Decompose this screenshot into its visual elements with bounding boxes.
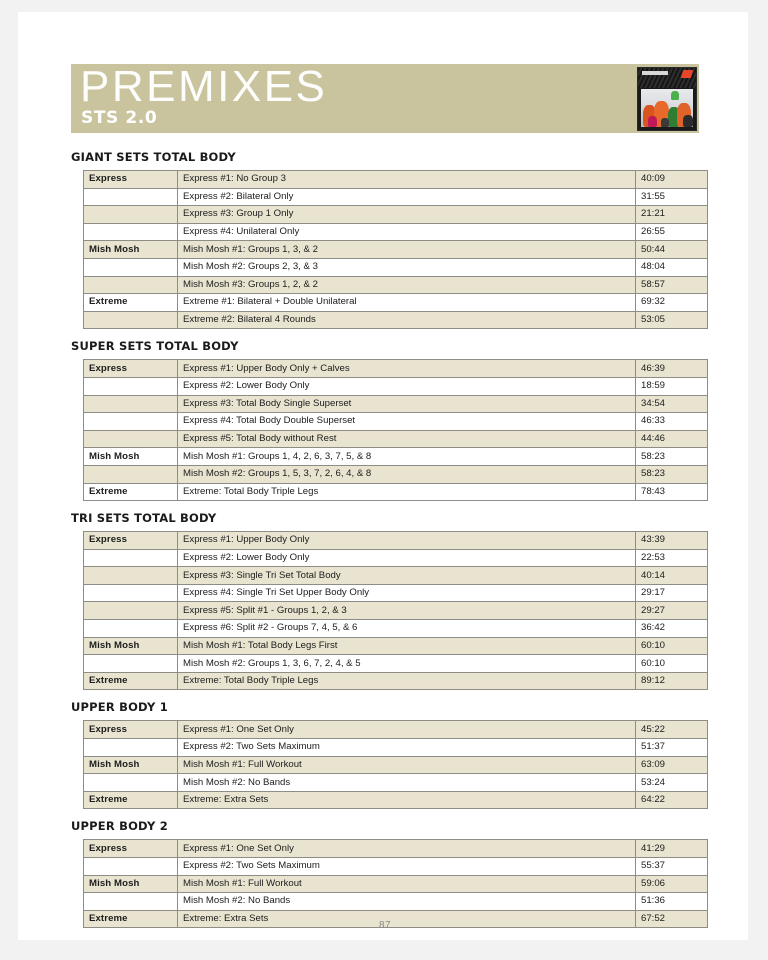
cell-level: Extreme <box>84 483 178 501</box>
cell-duration: 51:37 <box>636 739 708 757</box>
premix-table <box>83 720 708 809</box>
cell-level <box>84 311 178 329</box>
cell-premix-name: Express #1: One Set Only <box>178 840 636 858</box>
cell-duration: 63:09 <box>636 756 708 774</box>
cell-premix-name: Express #4: Single Tri Set Upper Body Only <box>178 584 636 602</box>
cell-duration: 45:22 <box>636 721 708 739</box>
section-heading: GIANT SETS TOTAL BODY <box>71 150 236 164</box>
cell-premix-name: Express #2: Lower Body Only <box>178 377 636 395</box>
document-page <box>18 12 748 940</box>
cell-duration: 64:22 <box>636 791 708 809</box>
cell-premix-name: Extreme: Extra Sets <box>178 791 636 809</box>
cell-premix-name: Express #6: Split #2 - Groups 7, 4, 5, & 6 <box>178 620 636 638</box>
premix-table <box>83 531 708 690</box>
cell-premix-name: Express #5: Split #1 - Groups 1, 2, & 3 <box>178 602 636 620</box>
cell-duration: 89:12 <box>636 672 708 690</box>
cell-premix-name: Mish Mosh #2: Groups 2, 3, & 3 <box>178 258 636 276</box>
table-row <box>84 188 708 206</box>
table-row <box>84 620 708 638</box>
cell-level <box>84 858 178 876</box>
cell-level <box>84 377 178 395</box>
premix-section <box>71 511 699 690</box>
cell-duration: 60:10 <box>636 637 708 655</box>
cell-premix-name: Mish Mosh #2: No Bands <box>178 893 636 911</box>
cell-premix-name: Express #1: Upper Body Only + Calves <box>178 360 636 378</box>
table-row <box>84 774 708 792</box>
premix-table <box>83 359 708 501</box>
page-number: 87 <box>378 920 392 931</box>
table-row <box>84 549 708 567</box>
cell-premix-name: Mish Mosh #1: Full Workout <box>178 756 636 774</box>
cell-duration: 40:14 <box>636 567 708 585</box>
cell-premix-name: Express #3: Total Body Single Superset <box>178 395 636 413</box>
cell-premix-name: Mish Mosh #2: Groups 1, 3, 6, 7, 2, 4, & 5 <box>178 655 636 673</box>
cell-premix-name: Express #5: Total Body without Rest <box>178 430 636 448</box>
premix-section <box>71 150 699 329</box>
cell-level: Extreme <box>84 672 178 690</box>
table-row <box>84 893 708 911</box>
cell-premix-name: Express #1: One Set Only <box>178 721 636 739</box>
cell-level: Extreme <box>84 294 178 312</box>
table-row <box>84 465 708 483</box>
cell-premix-name: Mish Mosh #1: Total Body Legs First <box>178 637 636 655</box>
cell-duration: 58:23 <box>636 465 708 483</box>
cell-duration: 78:43 <box>636 483 708 501</box>
table-row <box>84 483 708 501</box>
table-row <box>84 567 708 585</box>
cell-premix-name: Extreme #1: Bilateral + Double Unilateral <box>178 294 636 312</box>
cell-duration: 58:57 <box>636 276 708 294</box>
cell-level <box>84 465 178 483</box>
cell-duration: 58:23 <box>636 448 708 466</box>
table-row <box>84 311 708 329</box>
table-row <box>84 276 708 294</box>
dvd-cover-thumbnail <box>637 67 697 131</box>
page-title: PREMIXES <box>80 62 328 111</box>
cell-premix-name: Mish Mosh #3: Groups 1, 2, & 2 <box>178 276 636 294</box>
cell-level: Express <box>84 840 178 858</box>
premix-section <box>71 339 699 501</box>
cell-premix-name: Extreme #2: Bilateral 4 Rounds <box>178 311 636 329</box>
premix-section <box>71 700 699 809</box>
cell-level <box>84 567 178 585</box>
cell-duration: 59:06 <box>636 875 708 893</box>
cell-duration: 51:36 <box>636 893 708 911</box>
table-row <box>84 637 708 655</box>
table-row <box>84 413 708 431</box>
cell-level <box>84 188 178 206</box>
cell-level: Extreme <box>84 910 178 928</box>
thumbnail-brand-mark <box>642 71 668 75</box>
masthead-banner <box>71 64 699 133</box>
cell-level <box>84 276 178 294</box>
table-row <box>84 448 708 466</box>
section-heading: SUPER SETS TOTAL BODY <box>71 339 239 354</box>
cell-premix-name: Express #3: Single Tri Set Total Body <box>178 567 636 585</box>
cell-duration: 31:55 <box>636 188 708 206</box>
table-row <box>84 739 708 757</box>
premix-table <box>83 170 708 329</box>
section-heading: UPPER BODY 2 <box>71 819 168 834</box>
cell-premix-name: Mish Mosh #1: Groups 1, 4, 2, 6, 3, 7, 5, & 8 <box>178 448 636 466</box>
table-row <box>84 430 708 448</box>
table-row <box>84 672 708 690</box>
cell-level: Mish Mosh <box>84 637 178 655</box>
table-row <box>84 721 708 739</box>
cell-level <box>84 413 178 431</box>
table-row <box>84 171 708 189</box>
cell-level: Mish Mosh <box>84 241 178 259</box>
cell-duration: 48:04 <box>636 258 708 276</box>
table-row <box>84 584 708 602</box>
premix-table <box>83 839 708 928</box>
table-row <box>84 360 708 378</box>
cell-level <box>84 258 178 276</box>
cell-duration: 29:27 <box>636 602 708 620</box>
thumbnail-figure <box>661 118 669 127</box>
cell-duration: 34:54 <box>636 395 708 413</box>
cell-level: Express <box>84 360 178 378</box>
table-row <box>84 756 708 774</box>
cell-level: Mish Mosh <box>84 756 178 774</box>
cell-duration: 29:17 <box>636 584 708 602</box>
table-row <box>84 241 708 259</box>
cell-level <box>84 584 178 602</box>
thumbnail-figure <box>671 91 679 100</box>
cell-premix-name: Express #2: Two Sets Maximum <box>178 739 636 757</box>
table-row <box>84 258 708 276</box>
thumbnail-figure <box>683 115 693 127</box>
table-row <box>84 602 708 620</box>
cell-level: Extreme <box>84 791 178 809</box>
cell-duration: 41:29 <box>636 840 708 858</box>
cell-duration: 40:09 <box>636 171 708 189</box>
cell-duration: 69:32 <box>636 294 708 312</box>
cell-premix-name: Express #1: No Group 3 <box>178 171 636 189</box>
page-subtitle: STS 2.0 <box>81 108 158 128</box>
table-row <box>84 395 708 413</box>
cell-level <box>84 893 178 911</box>
cell-level <box>84 223 178 241</box>
cell-level <box>84 739 178 757</box>
cell-duration: 60:10 <box>636 655 708 673</box>
cell-premix-name: Mish Mosh #2: Groups 1, 5, 3, 7, 2, 6, 4, & 8 <box>178 465 636 483</box>
cell-level: Mish Mosh <box>84 875 178 893</box>
cell-duration: 55:37 <box>636 858 708 876</box>
cell-premix-name: Extreme: Extra Sets <box>178 910 636 928</box>
table-row <box>84 377 708 395</box>
cell-premix-name: Express #4: Total Body Double Superset <box>178 413 636 431</box>
table-row <box>84 223 708 241</box>
cell-duration: 18:59 <box>636 377 708 395</box>
premix-section <box>71 819 699 928</box>
cell-duration: 53:05 <box>636 311 708 329</box>
cell-duration: 53:24 <box>636 774 708 792</box>
cell-premix-name: Express #4: Unilateral Only <box>178 223 636 241</box>
cell-duration: 36:42 <box>636 620 708 638</box>
cell-premix-name: Express #1: Upper Body Only <box>178 532 636 550</box>
cell-level <box>84 655 178 673</box>
table-row <box>84 840 708 858</box>
section-heading: UPPER BODY 1 <box>71 700 168 715</box>
cell-level <box>84 395 178 413</box>
cell-duration: 46:39 <box>636 360 708 378</box>
cell-premix-name: Extreme: Total Body Triple Legs <box>178 483 636 501</box>
table-row <box>84 294 708 312</box>
cell-premix-name: Mish Mosh #2: No Bands <box>178 774 636 792</box>
cell-premix-name: Mish Mosh #1: Full Workout <box>178 875 636 893</box>
table-row <box>84 875 708 893</box>
cell-duration: 21:21 <box>636 206 708 224</box>
cell-premix-name: Mish Mosh #1: Groups 1, 3, & 2 <box>178 241 636 259</box>
cell-level <box>84 206 178 224</box>
table-row <box>84 655 708 673</box>
cell-premix-name: Express #2: Two Sets Maximum <box>178 858 636 876</box>
cell-duration: 67:52 <box>636 910 708 928</box>
cell-duration: 22:53 <box>636 549 708 567</box>
cell-level <box>84 602 178 620</box>
cell-premix-name: Express #2: Lower Body Only <box>178 549 636 567</box>
cell-level <box>84 774 178 792</box>
cell-level: Express <box>84 532 178 550</box>
cell-premix-name: Extreme: Total Body Triple Legs <box>178 672 636 690</box>
cell-level <box>84 430 178 448</box>
cell-level <box>84 620 178 638</box>
cell-duration: 46:33 <box>636 413 708 431</box>
cell-level <box>84 549 178 567</box>
cell-duration: 43:39 <box>636 532 708 550</box>
table-row <box>84 858 708 876</box>
cell-duration: 44:46 <box>636 430 708 448</box>
cell-level: Express <box>84 721 178 739</box>
cell-duration: 26:55 <box>636 223 708 241</box>
cell-level: Express <box>84 171 178 189</box>
cell-premix-name: Express #2: Bilateral Only <box>178 188 636 206</box>
table-row <box>84 791 708 809</box>
section-heading: TRI SETS TOTAL BODY <box>71 511 217 526</box>
premix-sections <box>71 150 699 928</box>
table-row <box>84 206 708 224</box>
cell-premix-name: Express #3: Group 1 Only <box>178 206 636 224</box>
page-content <box>71 64 699 938</box>
table-row <box>84 532 708 550</box>
cell-level: Mish Mosh <box>84 448 178 466</box>
cell-duration: 50:44 <box>636 241 708 259</box>
thumbnail-photo <box>641 89 693 127</box>
thumbnail-figure <box>648 116 657 127</box>
